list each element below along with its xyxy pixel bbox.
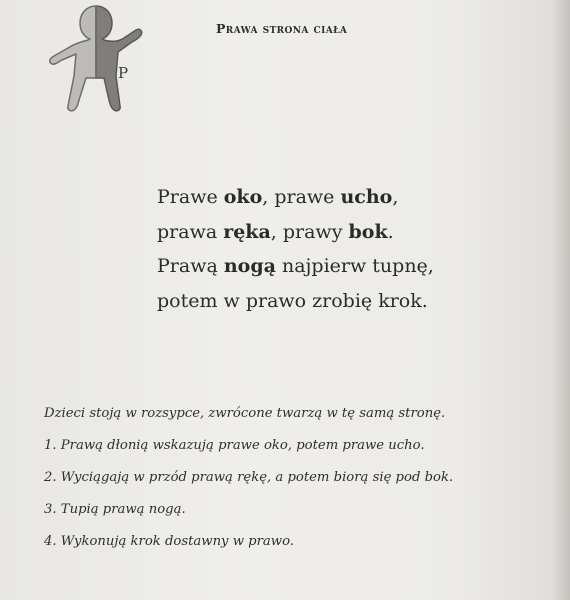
poem-text: prawa: [157, 220, 224, 243]
poem-line: [157, 215, 434, 250]
poem-text: najpierw tupnę,: [275, 255, 434, 277]
page-edge-shadow: [552, 0, 570, 600]
poem-keyword: nogą: [223, 255, 276, 277]
poem-text: Prawe: [157, 186, 224, 208]
poem-keyword: oko: [223, 186, 263, 208]
poem-text: potem w prawo zrobię krok.: [157, 289, 428, 312]
poem-line: [157, 180, 434, 215]
poem-text: ,: [392, 186, 399, 208]
poem-keyword: bok: [348, 220, 388, 243]
poem-text: , prawe: [262, 186, 341, 208]
poem-line: [157, 249, 434, 284]
body-silhouette-icon: [44, 4, 148, 112]
figure-letter: P: [118, 64, 129, 82]
poem-keyword: ręka: [223, 220, 271, 243]
poem-keyword: ucho: [340, 186, 393, 208]
instruction-step: 2. Wyciągają w przód prawą rękę, a potem biorą się pod bok.: [44, 470, 454, 485]
poem: [157, 180, 434, 318]
instruction-step: 1. Prawą dłonią wskazują prawe oko, potem prawe ucho.: [44, 438, 425, 453]
instruction-step: 4. Wykonują krok dostawny w prawo.: [44, 534, 294, 549]
poem-text: Prawą: [157, 255, 224, 277]
poem-text: .: [387, 220, 394, 243]
page-title: Prawa strona ciała: [216, 21, 348, 36]
instruction-step: 3. Tupią prawą nogą.: [44, 502, 186, 517]
poem-line: [157, 284, 434, 319]
instructions-intro: Dzieci stoją w rozsypce, zwrócone twarzą w tę samą stronę.: [44, 406, 446, 421]
instructions: [44, 398, 453, 558]
poem-text: , prawy: [270, 220, 349, 243]
